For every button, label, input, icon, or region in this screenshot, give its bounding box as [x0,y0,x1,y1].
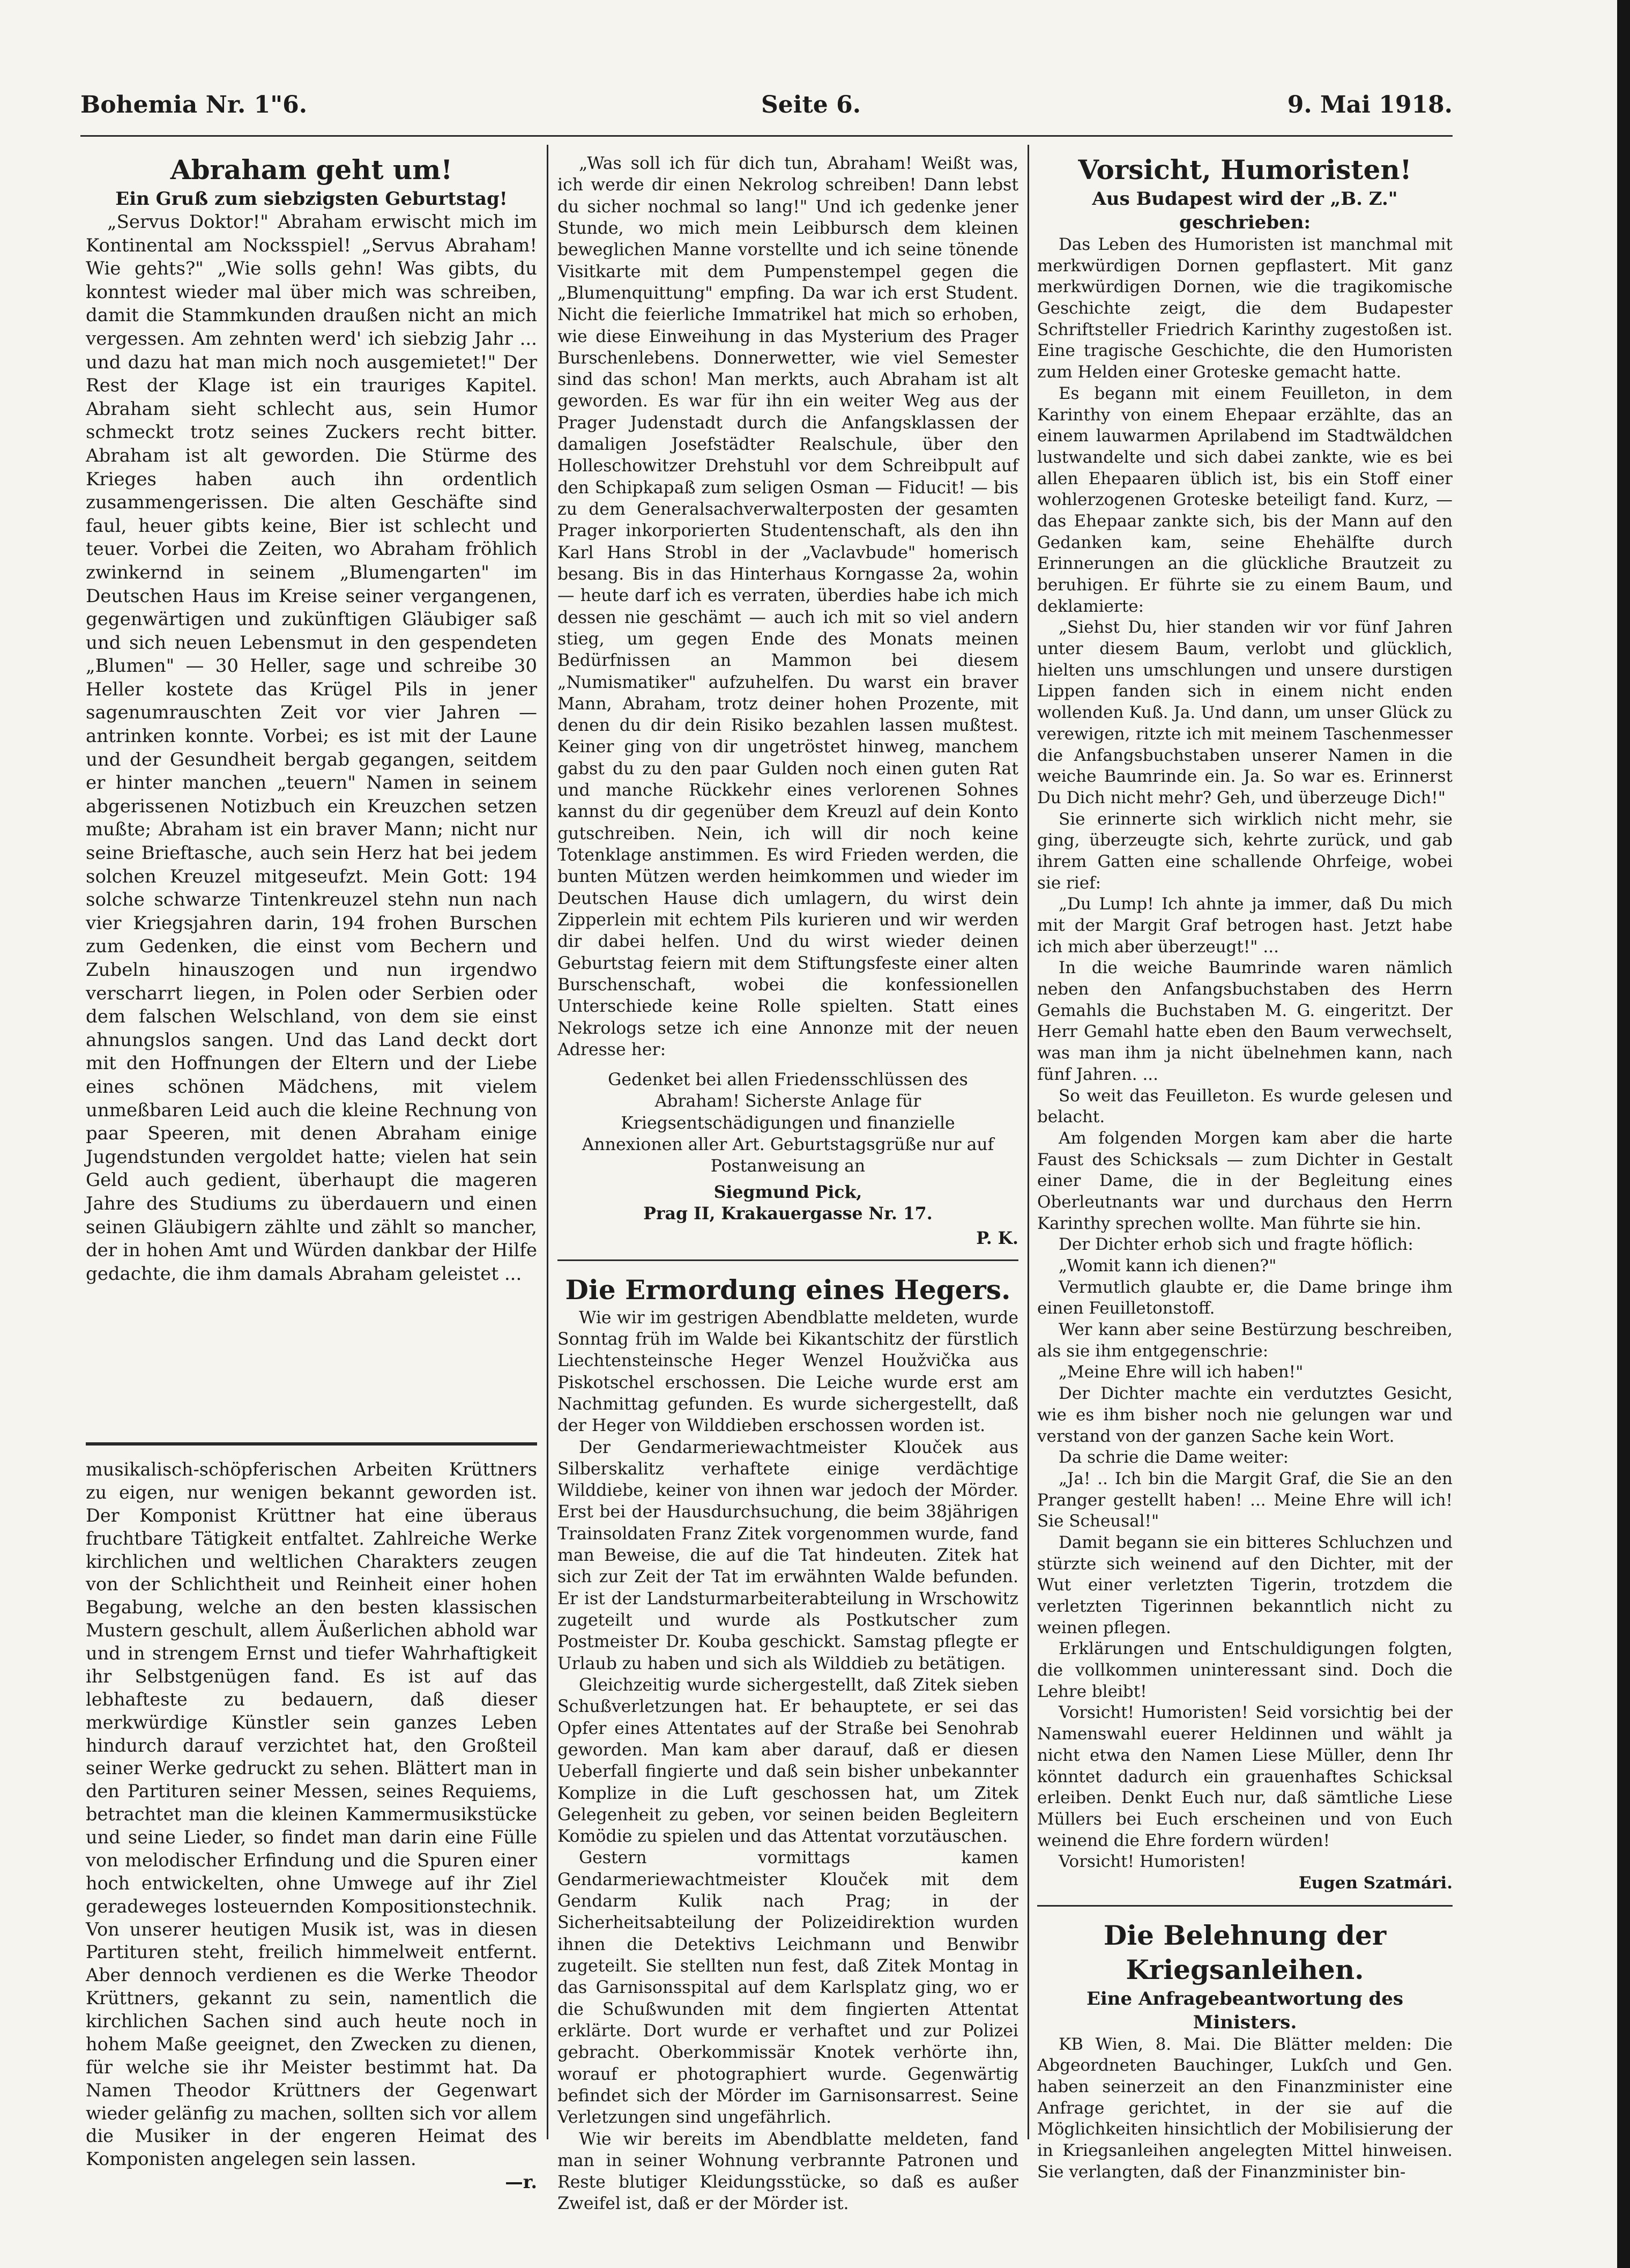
annonce-name: Siegmund Pick, [713,1182,862,1202]
humoristen-paragraph-7: So weit das Feuilleton. Es wurde gelesen und belacht. [1037,1086,1453,1127]
humoristen-paragraph-1: Das Leben des Humoristen ist manchmal mit merkwürdigen Dornen gepflastert. Mit ganz merkwürdigen Dornen, wie die tragikomische Geschichte zeigt, die dem Budapester Schriftsteller Friedrich Karinthy zugestoßen ist. Eine tragische Geschichte, die den Humoristen zum Helden einer Groteske gemacht hatte. [1037,235,1453,382]
humoristen-paragraph-15: Da schrie die Dame weiter: [1059,1448,1289,1467]
column-rule-1 [547,145,548,2139]
kruettner-signature: —r. [505,2171,537,2193]
humoristen-paragraph-12: Wer kann aber seine Bestürzung beschreiben, als sie ihm entgegenschrie: [1037,1320,1453,1361]
humoristen-paragraph-14: Der Dichter machte ein verdutztes Gesicht, wie es ihm bisher noch nie gelungen war und verstand von der ganzen Sache kein Wort. [1037,1384,1453,1446]
header-rule [80,135,1453,137]
scan-binding-edge [1617,0,1630,2268]
humoristen-paragraph-4: Sie erinnerte sich wirklich nicht mehr, sie ging, überzeugte sich, kehrte zurück, und gab ihrem Gatten eine schallende Ohrfeige, wobei sie rief: [1037,809,1453,893]
article-rule-kriegsanleihen [1037,1905,1453,1907]
abraham-signature: P. K. [976,1228,1018,1249]
heger-paragraph-4: Gestern vormittags kamen Gendarmeriewachtmeister Klouček mit dem Gendarm Kulik nach Prag; in der Sicherheitsabteilung der Polizeidirektion wurden ihnen die Detektivs Leichmann und Benwibr zugeteilt. Sie stellten nun fest, daß Zitek Montag in das Garnisonsspital auf dem Karlsplatz ging, wo er die Schußwunden mit dem fingierten Attentat erklärte. Dort wurde er verhaftet und zur Polizei gebracht. Oberkommissär Knotek verhörte ihn, worauf er photographiert wurde. Gegenwärtig befindet sich der Mörder im Garnisonsarrest. Seine Verletzungen sind ungefährlich. [557,1848,1018,2128]
kruettner-paragraph-1: musikalisch-schöpferischen Arbeiten Krüttners zu eigen, nur wenigen bekannt geworden ist. Der Komponist Krüttner hat eine überaus fruchtbare Tätigkeit entfaltet. Zahlreiche Werke kirchlichen und weltlichen Charakters zeugen von der Schlichtheit und Reinheit einer hohen Begabung, welche an den besten klassischen Mustern geschult, allem Äußerlichen abhold war und in strengem Ernst und tiefer Wahrhaftigkeit ihr Selbstgenügen fand. Es ist auf das lebhafteste zu bedauern, daß dieser merkwürdige Künstler sein ganzes Leben hindurch darauf verzichtet hat, den Großteil seiner Werke gedruckt zu sehen. Blättert man in den Partituren seiner Messen, seines Requiems, betrachtet man die kleinen Kammermusikstücke und seine Lieder, so findet man darin eine Fülle von melodischer Erfindung und die Spuren einer hoch entwickelten, ohne Umwege auf ihr Ziel geradeweges losteuernden Kompositionstechnik. Von unserer heutigen Musik ist, was in diesen Partituren steht, freilich himmelweit entfernt. Aber dennoch verdienen es die Werke Theodor Krüttners, gekannt zu sein, namentlich die kirchlichen Sachen sind auch heute noch in hohem Maße geeignet, den Zwecken zu dienen, für welche sie ihr Meister bestimmt hat. Da Namen Theodor Krüttners der Gegenwart wieder gelänfig zu machen, sollten sich vor allem die Musiker in der engeren Heimat des Komponisten angelegen sein lassen. [86,1459,537,2170]
humoristen-paragraph-17: Damit begann sie ein bitteres Schluchzen und stürzte sich weinend auf den Dichter, mit der Wut einer verletzten Tigerin, trotzdem die verletzten Tigerinnen bekanntlich nicht zu weinen pflegen. [1037,1532,1453,1637]
column-1-top [86,153,537,1286]
humoristen-paragraph-10: „Womit kann ich dienen?" [1059,1256,1277,1276]
humoristen-signature: Eugen Szatmári. [1298,1873,1453,1893]
kriegsanleihen-paragraph-1: KB Wien, 8. Mai. Die Blätter melden: Die Abgeordneten Bauchinger, Lukſch und Gen. haben seinerzeit an den Finanzminister eine Anfrage gerichtet, in der sie auf die Möglichkeiten hinsichtlich der Mobilisierung der in Kriegsanleihen angelegten Mittel hinweisen. Sie verlangten, daß der Finanzminister bin- [1037,2034,1453,2182]
humoristen-paragraph-20: Vorsicht! Humoristen! [1059,1852,1246,1872]
page-header [80,91,1453,134]
abraham-paragraph-2: „Was soll ich für dich tun, Abraham! Weißt was, ich werde dir einen Nekrolog schreiben! Dann lebst du sicher nochmal so lang!" Und ich gedenke jener Stunde, wo mich mein Leibbursch dem kleinen beweglichen Manne vorstellte und ich seine tönende Visitkarte mit dem Pumpenstempel gegen die „Blumenquittung" empfing. Da war ich erst Student. Nicht die feierliche Immatrikel hat mich so erhoben, wie diese Einweihung in das Mysterium des Prager Burschenlebens. Donnerwetter, wie viel Semester sind das schon! Man merkts, auch Abraham ist alt geworden. Es war für ihn ein weiter Weg aus der Prager Judenstadt durch die Anfangsklassen der damaligen Josefstädter Realschule, über den Holleschowitzer Drehstuhl vor dem Schreibpult auf den Schipkapaß zum seligen Osman — Fiducit! — bis zu dem Generalsachverwalterposten der gesamten Prager inkorporierten Studentenschaft, als den ihn Karl Hans Strobl in der „Vaclavbude" homerisch besang. Bis in das Hinterhaus Korngasse 2a, wohin — heute darf ich es verraten, überdies habe ich mich dessen nie geschämt — auch ich mit so viel andern stieg, um gegen Ende des Monats meinen Bedürfnissen an Mammon bei diesem „Numismatiker" aufzuhelfen. Du warst ein braver Mann, Abraham, trotz deiner hohen Prozente, mit denen du dir dein Risiko bezahlen lassen mußtest. Keiner ging von dir ungetröstet hinweg, manchem gabst du zu den paar Gulden noch einen guten Rat und manche Rückkehr eines verlorenen Sohnes kannst du dir gegenüber dem Kreuzl auf dein Konto gutschreiben. Nein, ich will dir noch keine Totenklage anstimmen. Es wird Frieden werden, die bunten Mützen werden heimkommen und wieder im Deutschen Hause dich umlagern, du wirst dein Zipperlein mit echtem Pils kurieren und wir werden dir dabei helfen. Und du wirst wieder deinen Geburtstag feiern mit dem Stiftungsfeste einer alten Burschenschaft, wobei die konfessionellen Unterschiede keine Rolle spielten. Statt eines Nekrologs setze ich eine Annonze mit der neuen Adresse her: [557,154,1018,1059]
humoristen-paragraph-9: Der Dichter erhob sich und fragte höflich: [1059,1235,1413,1255]
article-subtitle-abraham: Ein Gruß zum siebzigsten Geburtstag! [115,188,508,210]
article-title-heger: Die Ermordung eines Hegers. [565,1273,1011,1306]
column-3 [1037,153,1453,2183]
humoristen-paragraph-11: Vermutlich glaubte er, die Dame bringe ihm einen Feuilletonstoff. [1037,1277,1453,1318]
heger-paragraph-3: Gleichzeitig wurde sichergestellt, daß Zitek sieben Schußverletzungen hat. Er behauptete, er sei das Opfer eines Attentates auf der Straße bei Senohrab geworden. Man kam aber darauf, daß er diesen Ueberfall fingierte und daß sein bisher unbekannter Komplize in die Luft geschossen hat, um Zitek Gelegenheit zu geben, vor seinen beiden Begleitern Komödie zu spielen und das Attentat vorzutäuschen. [557,1675,1018,1847]
article-rule-heger [557,1259,1018,1261]
column-1-bottom [86,1458,537,2194]
column-2-top [557,153,1018,2215]
article-title-humoristen: Vorsicht, Humoristen! [1078,154,1412,186]
heger-paragraph-5: Wie wir bereits im Abendblatte meldeten, fand man in seiner Wohnung verbrannte Patronen und Reste blutiger Kleidungsstücke, so daß es außer Zweifel ist, daß er der Mörder ist. [557,2129,1018,2214]
column-1-divider [86,1442,537,1446]
article-title-kriegsanleihen: Die Belehnung der Kriegsanleihen. [1103,1919,1387,1985]
header-page-number: Seite 6. [761,91,861,118]
heger-paragraph-1: Wie wir im gestrigen Abendblatte meldeten, wurde Sonntag früh im Walde bei Kikantschitz der fürstlich Liechtensteinsche Heger Wenzel Houžvička aus Piskotschel erschossen. Die Leiche wurde erst am Nachmittag gefunden. Es wurde sichergestellt, daß der Heger von Wilddieben erschossen worden ist. [557,1308,1018,1436]
article-subtitle-kriegsanleihen: Eine Anfragebeantwortung des Ministers. [1086,1988,1404,2033]
header-issue: Bohemia Nr. 1"6. [80,91,308,118]
humoristen-paragraph-19: Vorsicht! Humoristen! Seid vorsichtig bei der Namenswahl euerer Heldinnen und wählt ja nicht etwa den Namen Liese Müller, denn Ihr könntet dadurch ein grauenhaftes Schicksal erleiben. Denkt Euch nur, daß sämtliche Liese Müllers bei Euch erscheinen und von Euch weinend die Ehre fordern würden! [1037,1703,1453,1850]
article-title-abraham: Abraham geht um! [170,154,453,186]
humoristen-paragraph-16: „Ja! .. Ich bin die Margit Graf, die Sie an den Pranger gestellt haben! ... Meine Ehre will ich! Sie Scheusal!" [1037,1469,1453,1531]
humoristen-paragraph-13: „Meine Ehre will ich haben!" [1059,1362,1304,1382]
humoristen-paragraph-3: „Siehst Du, hier standen wir vor fünf Jahren unter diesem Baum, verlobt und glücklich, hielten uns umschlungen und unsere durstigen Lippen fanden sich in einem nicht enden wollenden Kuß. Ja. Und dann, um unser Glück zu verewigen, ritzte ich mit meinem Taschenmesser die Anfangsbuchstaben unserer Namen in die weiche Baumrinde ein. Ja. So war es. Erinnerst Du Dich nicht mehr? Geh, und überzeuge Dich!" [1037,618,1453,807]
abraham-annonce [572,1069,1003,1225]
annonce-address: Prag II, Krakauergasse Nr. 17. [643,1204,933,1224]
article-subtitle-humoristen: Aus Budapest wird der „B. Z." geschrieben: [1092,188,1398,233]
annonce-text: Gedenket bei allen Friedensschlüssen des Abraham! Sicherste Anlage für Kriegsentschädigungen und finanzielle Annexionen aller Art. Geburtstagsgrüße nur auf Postanweisung an [582,1070,994,1176]
abraham-paragraph-1: „Servus Doktor!" Abraham erwischt mich im Kontinental am Nocksspiel! „Servus Abraham! Wie gehts?" „Wie solls gehn! Was gibts, du konntest wieder mal über mich was schreiben, damit die Stammkunden draußen nicht an mich vergessen. Am zehnten werd' ich siebzig Jahr ... und dazu hat man mich noch ausgemietet!" Der Rest der Klage ist ein trauriges Kapitel. Abraham sieht schlecht aus, sein Humor schmeckt trotz seines Zuckers recht bitter. Abraham ist alt geworden. Die Stürme des Krieges haben auch ihn ordentlich zusammengerissen. Die alten Geschäfte sind faul, heuer gibts keine, Bier ist schlecht und teuer. Vorbei die Zeiten, wo Abraham fröhlich zwinkernd in seinem „Blumengarten" im Deutschen Haus im Kreise seiner vergangenen, gegenwärtigen und zukünftigen Gläubiger saß und sich neuen Lebensmut in den gespendeten „Blumen" — 30 Heller, sage und schreibe 30 Heller kostete das Krügel Pils in jener sagenumrauschten Zeit vor vier Jahren — antrinken konnte. Vorbei; es ist mit der Laune und der Gesundheit bergab gegangen, seitdem er hinter manchen „teuern" Namen in seinem abgerissenen Notizbuch ein Kreuzchen setzen mußte; Abraham ist ein braver Mann; nicht nur seine Brieftasche, auch sein Herz hat bei jedem solchen Kreuzel mitgeseufzt. Mein Gott: 194 solche schwarze Tintenkreuzel stehn nun nach vier Kriegsjahren darin, 194 frohen Burschen zum Gedenken, die einst vom Bechern und Zubeln hinauszogen und nun irgendwo verscharrt liegen, in Polen oder Serbien oder dem falschen Welschland, von dem sie einst ahnungslos sangen. Und das Land deckt dort mit den Hoffnungen der Eltern und der Liebe eines schönen Mädchens, mit vielem unmeßbaren Leid auch die kleine Rechnung von paar Speeren, mit denen Abraham einige Jugendstunden vergoldet hatte; vielen hat sein Geld auch gedient, überhaupt die mageren Jahre des Studiums zu überdauern und einen seinen Gläubigern zählte und zählt so mancher, der in hohen Amt und Würden dankbar der Hilfe gedachte, die ihm damals Abraham geleistet ... [86,211,537,1285]
humoristen-paragraph-8: Am folgenden Morgen kam aber die harte Faust des Schicksals — zum Dichter in Gestalt einer Dame, die in der Begleitung eines Oberleutnants war und durchaus den Herrn Karinthy sprechen wollte. Man führte sie hin. [1037,1128,1453,1233]
humoristen-paragraph-18: Erklärungen und Entschuldigungen folgten, die vollkommen uninteressant sind. Doch die Lehre bleibt! [1037,1639,1453,1701]
header-date: 9. Mai 1918. [1287,91,1453,118]
humoristen-paragraph-6: In die weiche Baumrinde waren nämlich neben den Anfangsbuchstaben des Herrn Gemahls die Buchstaben M. G. eingeritzt. Der Herr Gemahl hatte eben den Baum verwechselt, was man ihm ja nicht übelnehmen kann, nach fünf Jahren. ... [1037,958,1453,1084]
column-rule-2 [1028,145,1029,2139]
humoristen-paragraph-2: Es begann mit einem Feuilleton, in dem Karinthy von einem Ehepaar erzählte, das an einem lauwarmen Aprilabend im Stadtwäldchen lustwandelte und sich dabei zankte, wie es bei allen Ehepaaren üblich ist, bis ein Stoff einer wohlerzogenen Groteske beteiligt fand. Kurz, — das Ehepaar zankte sich, bis der Mann auf den Gedanken kam, seine Ehehälfte durch Erinnerungen an die glückliche Brautzeit zu beruhigen. Er führte sie zu einem Baum, und deklamierte: [1037,383,1453,616]
humoristen-paragraph-5: „Du Lump! Ich ahnte ja immer, daß Du mich mit der Margit Graf betrogen hast. Jetzt habe ich mich aber überzeugt!" ... [1037,894,1453,957]
heger-paragraph-2: Der Gendarmeriewachtmeister Klouček aus Silberskalitz verhaftete einige verdächtige Wilddiebe, keiner von ihnen war jedoch der Mörder. Erst bei der Hausdurchsuchung, die beim 38jährigen Trainsoldaten Franz Zitek vorgenommen wurde, fand man Beweise, die auf die Tat hindeuten. Zitek hat sich zur Zeit der Tat im erwähnten Walde befunden. Er ist der Landsturmarbeiterabteilung in Wrschowitz zugeteilt und wurde als Postkutscher zum Postmeister Dr. Kouba geschickt. Samstag pflegte er Urlaub zu haben und sich als Wilddieb zu betätigen. [557,1437,1018,1673]
